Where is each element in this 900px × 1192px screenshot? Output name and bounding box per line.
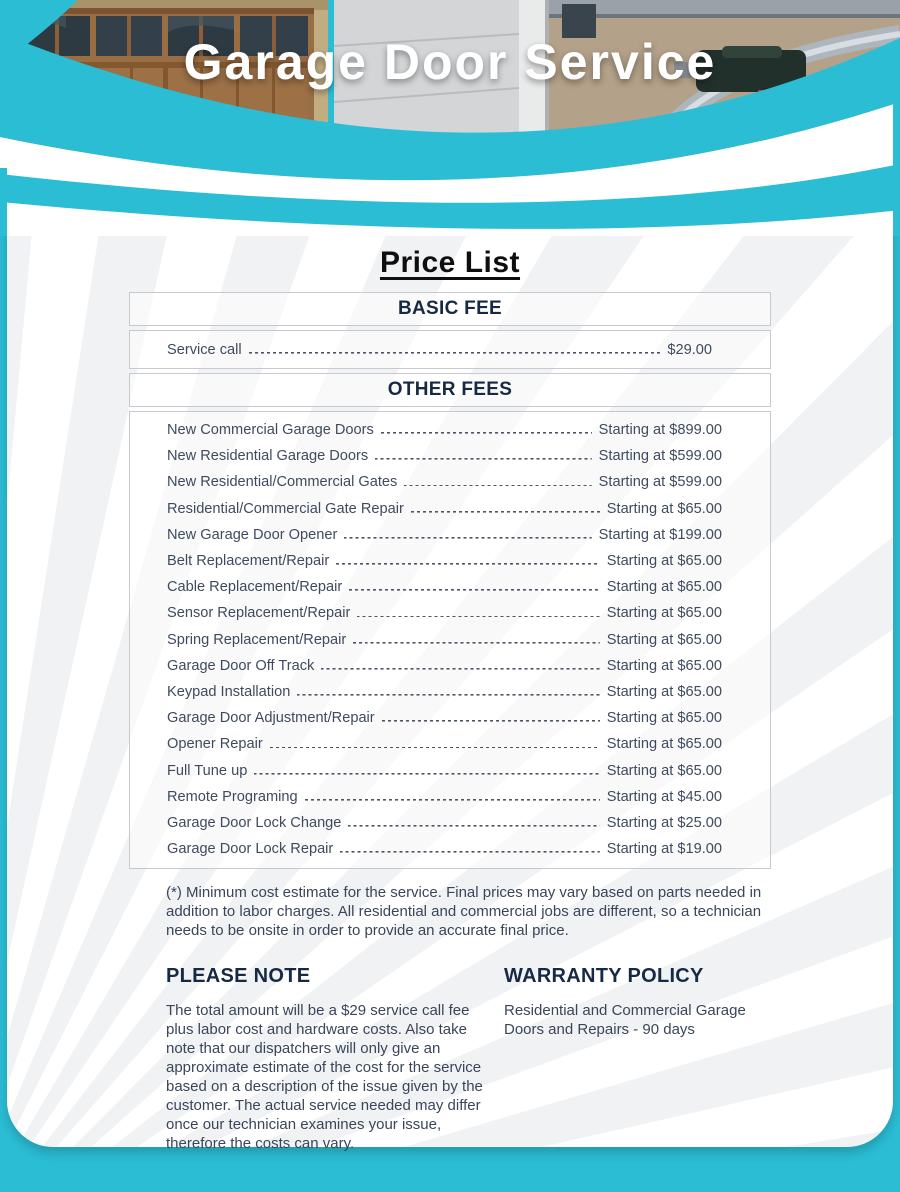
dotted-leader [353,642,600,644]
fee-price: Starting at $65.00 [606,710,722,727]
fee-price: Starting at $899.00 [598,422,722,439]
fee-price: Starting at $65.00 [606,736,722,753]
fee-price: Starting at $19.00 [606,841,722,858]
fee-price: Starting at $45.00 [606,788,722,805]
fee-row [167,469,722,495]
fee-row [167,496,722,522]
fee-table [129,292,771,869]
fee-label: Spring Replacement/Repair [167,631,347,648]
fee-label: New Commercial Garage Doors [167,422,374,439]
fee-row [167,653,722,679]
warranty-heading: WARRANTY POLICY [504,964,704,987]
fee-label: Opener Repair [167,736,263,753]
fee-price: Starting at $65.00 [606,500,722,517]
section-header-basic-fee: BASIC FEE [129,292,771,326]
fee-row [167,705,722,731]
fee-price: Starting at $65.00 [606,579,722,596]
fee-price: Starting at $65.00 [606,657,722,674]
fee-price: $29.00 [667,341,712,358]
dotted-leader [297,694,599,696]
dotted-leader [357,615,599,617]
fee-price: Starting at $65.00 [606,553,722,570]
fee-price: Starting at $65.00 [606,631,722,648]
fee-row [167,600,722,626]
dotted-leader [348,825,599,827]
fee-label: Garage Door Lock Repair [167,841,334,858]
fee-label: Garage Door Off Track [167,657,315,674]
fee-row [129,330,771,369]
please-note-body: The total amount will be a $29 service call fee plus labor cost and hardware costs. Also take note that our dispatchers will only give an approximate estimate of the cost for the service based on a description of the issue given by the customer. The actual service needed may differ once our technician examines your issue, therefore the costs can vary. [166,1001,483,1153]
fee-row [167,679,722,705]
fee-label: Remote Programing [167,788,298,805]
please-note-section [166,965,484,1153]
dotted-leader [270,746,600,748]
dotted-leader [344,537,591,539]
fee-row [167,836,722,862]
fee-row [167,443,722,469]
warranty-section [504,965,766,1153]
dotted-leader [404,484,591,486]
fee-price: Starting at $599.00 [598,474,722,491]
fee-row [167,784,722,810]
fee-price: Starting at $65.00 [606,605,722,622]
fee-label: New Garage Door Opener [167,526,338,543]
fee-label: Garage Door Lock Change [167,814,342,831]
footnote: (*) Minimum cost estimate for the service. Final prices may vary based on parts needed in addition to labor charges. All residential and commercial jobs are different, so a technician needs to be onsite in order to provide an accurate final price. [166,884,762,939]
fee-label: Cable Replacement/Repair [167,579,343,596]
fee-row [167,627,722,653]
fee-row [167,757,722,783]
fee-label: Keypad Installation [167,683,291,700]
fee-label: Service call [167,341,242,358]
dotted-leader [305,799,600,801]
fee-label: Full Tune up [167,762,248,779]
fee-price: Starting at $65.00 [606,683,722,700]
dotted-leader [321,668,599,670]
fee-price: Starting at $199.00 [598,526,722,543]
notes-columns [166,965,900,1153]
please-note-heading: PLEASE NOTE [166,964,311,987]
dotted-leader [382,720,600,722]
dotted-leader [340,851,599,853]
fee-label: New Residential/Commercial Gates [167,474,398,491]
price-list-heading: Price List [379,246,521,279]
fee-row [167,574,722,600]
fee-label: Residential/Commercial Gate Repair [167,500,404,517]
warranty-body: Residential and Commercial Garage Doors and Repairs - 90 days [504,1001,746,1038]
dotted-leader [349,589,600,591]
fee-price: Starting at $25.00 [606,814,722,831]
fee-row [167,417,722,443]
fee-row [167,731,722,757]
page-title: Garage Door Service [183,34,717,90]
fee-row [167,548,722,574]
dotted-leader [381,432,592,434]
fee-label: New Residential Garage Doors [167,448,369,465]
fee-price: Starting at $65.00 [606,762,722,779]
fee-label: Garage Door Adjustment/Repair [167,710,375,727]
section-header-other-fees: OTHER FEES [129,373,771,407]
dotted-leader [411,511,600,513]
fee-label: Belt Replacement/Repair [167,553,330,570]
fee-row [167,810,722,836]
dotted-leader [249,352,661,354]
dotted-leader [375,458,592,460]
fee-row [167,522,722,548]
dotted-leader [254,773,599,775]
dotted-leader [336,563,600,565]
other-fees-list [129,411,771,869]
fee-label: Sensor Replacement/Repair [167,605,351,622]
fee-price: Starting at $599.00 [598,448,722,465]
